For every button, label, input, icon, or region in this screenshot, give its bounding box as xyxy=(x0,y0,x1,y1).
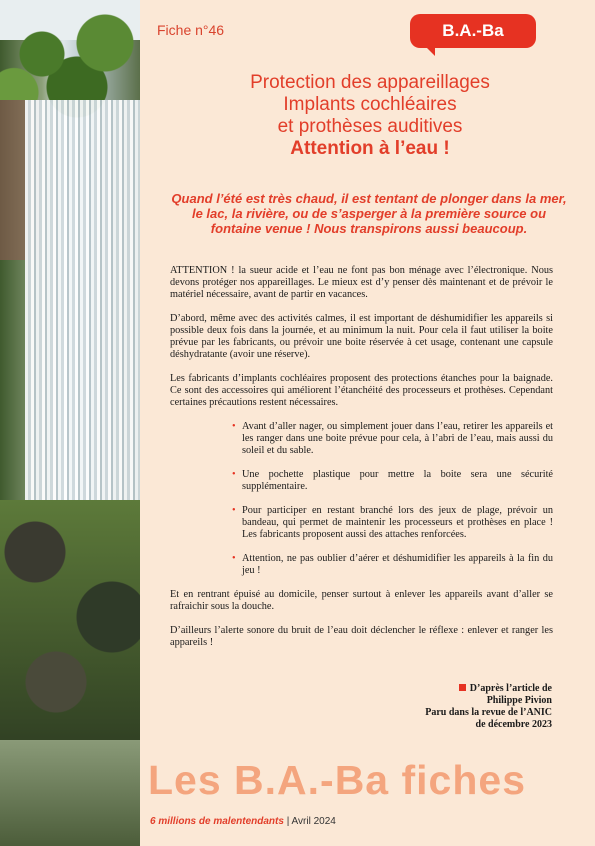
article-body xyxy=(170,265,553,661)
credit-line-3: Paru dans la revue de l’ANIC xyxy=(425,707,552,718)
paragraph-3: Les fabricants d’implants cochléaires proposent des protections étanches pour la baignade. Ce sont des accessoires qui améliorent l’étanchéité des processeurs et prothèses. Cependant certaines précautions restent nécessaires. xyxy=(170,373,553,408)
footer-publication-line xyxy=(150,816,336,827)
publication-name: 6 millions de malentendants xyxy=(150,816,284,827)
waterfall-photo xyxy=(0,0,140,846)
list-item xyxy=(232,421,553,457)
list-item xyxy=(232,469,553,493)
bullet-icon: • xyxy=(232,553,236,564)
page-title xyxy=(170,72,570,160)
title-line-3: et prothèses auditives xyxy=(277,116,463,137)
paragraph-2: D’abord, même avec des activités calmes, il est important de déshumidifier les appareils si possible deux fois dans la journée, et au minimum la nuit. Pour cela il faut utiliser la boite prévue par les fabricants, ou prévoir une boite réservée à cet usage, contenant une capsule déshydratante (avoir une réserve). xyxy=(170,313,553,360)
list-item-text: Attention, ne pas oublier d’aérer et déshumidifier les appareils à la fin du jeu ! xyxy=(242,553,553,576)
photo-rocks xyxy=(0,500,140,760)
paragraph-1: ATTENTION ! la sueur acide et l’eau ne font pas bon ménage avec l’électronique. Nous devons protéger nos appareillages. Le mieux est d’y penser dès maintenant et de prévoir le matériel nécessaire, avant de partir en vacances. xyxy=(170,265,553,300)
paragraph-4: Et en rentrant épuisé au domicile, penser surtout à enlever les appareils avant d’aller se rafraichir sous la douche. xyxy=(170,589,553,612)
list-item-text: Pour participer en restant branché lors des jeux de plage, prévoir un bandeau, qui permet de maintenir les processeurs et prothèses en place ! Les fabricants proposent aussi des attaches renforcées. xyxy=(242,505,553,540)
title-line-1: Protection des appareillages xyxy=(250,72,490,93)
list-item-text: Une pochette plastique pour mettre la boite sera une sécurité supplémentaire. xyxy=(242,469,553,492)
bullet-icon: • xyxy=(232,469,236,480)
ba-ba-badge: B.A.-Ba xyxy=(410,14,536,48)
square-bullet-icon xyxy=(459,684,466,691)
credit-line-4: de décembre 2023 xyxy=(475,719,552,730)
footer-separator: | xyxy=(286,816,290,827)
fiche-number: Fiche n°46 xyxy=(157,22,225,38)
bullet-icon: • xyxy=(232,421,236,432)
credit-line-1: D’après l’article de xyxy=(469,683,552,694)
list-item xyxy=(232,505,553,541)
publication-date: Avril 2024 xyxy=(291,816,336,827)
credit-line-2: Philippe Pivion xyxy=(486,695,552,706)
article-credit xyxy=(380,683,552,731)
list-item xyxy=(232,553,553,577)
paragraph-5: D’ailleurs l’alerte sonore du bruit de l’eau doit déclencher le réflexe : enlever et ranger les appareils ! xyxy=(170,625,553,648)
title-line-2: Implants cochléaires xyxy=(283,94,457,115)
precautions-list xyxy=(232,421,553,577)
bullet-icon: • xyxy=(232,505,236,516)
intro-text: Quand l’été est très chaud, il est tentant de plonger dans la mer, le lac, la rivière, ou de s’asperger à la première source ou fontaine venue ! Nous transpirons aussi beaucoup. xyxy=(171,191,567,236)
title-line-4: Attention à l’eau ! xyxy=(290,138,450,159)
photo-waterfall xyxy=(25,100,140,540)
list-item-text: Avant d’aller nager, ou simplement jouer dans l’eau, retirer les appareils et les ranger dans une boite prévue pour cela, à l’abri de l’eau, mais aussi du soleil et du sable. xyxy=(242,421,553,456)
photo-pool xyxy=(0,740,140,846)
footer-title: Les B.A.-Ba fiches xyxy=(148,757,526,803)
